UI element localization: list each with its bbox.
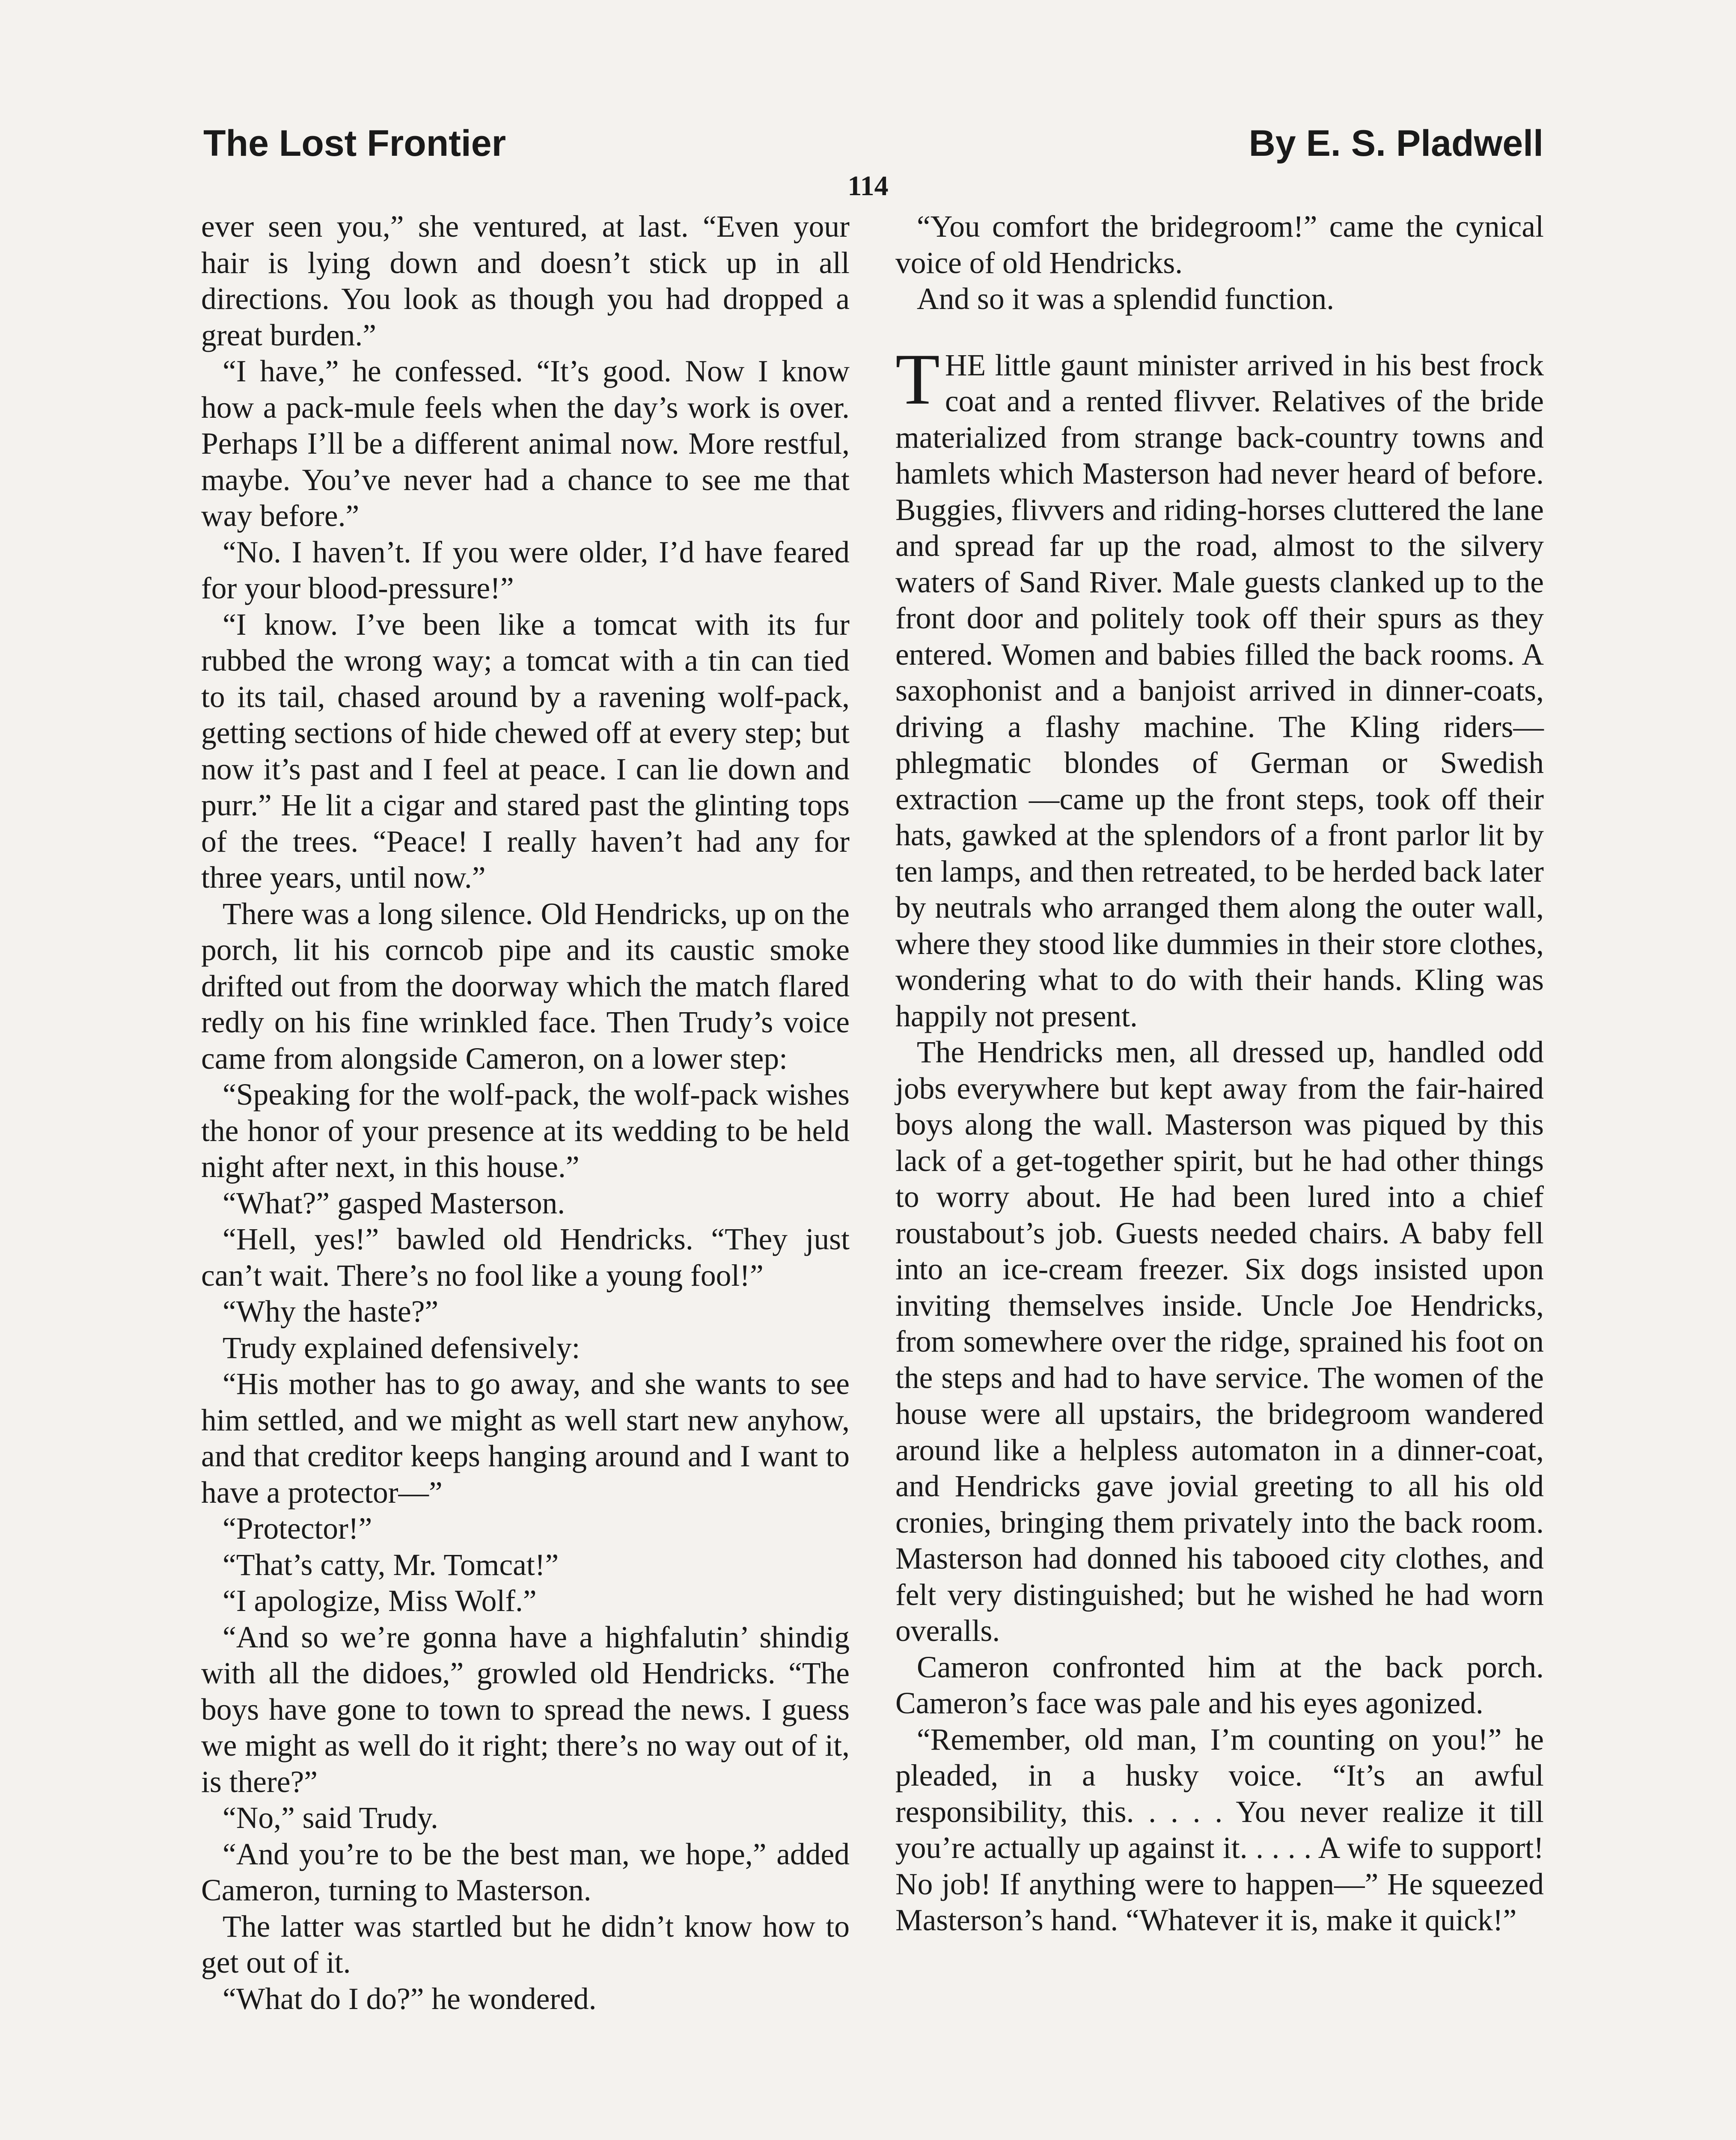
paragraph: The Hendricks men, all dressed up, handled odd jobs everywhere but kept away from the fair-haired boys along the wall. Masterson was piqued by this lack of a get-together spirit, but he had other things to worry about. He had been lured into a chief roustabout’s job. Guests needed chairs. A baby fell into an ice-cream freezer. Six dogs insisted upon inviting themselves inside. Uncle Joe Hendricks, from somewhere over the ridge, sprained his foot on the steps and had to have service. The women of the house were all upstairs, the bridegroom wandered around like a helpless automaton in a dinner-coat, and Hendricks gave jovial greeting to all his old cronies, bringing them privately into the back room. Masterson had donned his tabooed city clothes, and felt very distinguished; but he wished he had worn overalls. (895, 1035, 1544, 1648)
paragraph: “His mother has to go away, and she wants to see him settled, and we might as well start new anyhow, and that creditor keeps hanging around and I want to have a protector—” (201, 1367, 850, 1510)
paragraph: The latter was startled but he didn’t know how to get out of it. (201, 1909, 850, 1980)
left-column (201, 209, 850, 2017)
section-opening-text: HE little gaunt minister arrived in his best frock coat and a rented flivver. Relatives of the bride materialized from strange back-country towns and hamlets which Masterson had never heard of before. Buggies, flivvers and riding-horses cluttered the lane and spread far up the road, almost to the silvery waters of Sand River. Male guests clanked up to the front door and politely took off their spurs as they entered. Women and babies filled the back rooms. A saxophonist and a banjoist arrived in dinner-coats, driving a flashy machine. The Kling riders—phlegmatic blondes of German or Swedish extraction —came up the front steps, took off their hats, gawked at the splendors of a front parlor lit by ten lamps, and then retreated, to be herded back later by neutrals who arranged them along the outer wall, where they stood like dummies in their store clothes, wondering what to do with their hands. Kling was happily not present. (895, 348, 1544, 1033)
section-opening-paragraph (895, 339, 1544, 1035)
paragraph: “I have,” he confessed. “It’s good. Now I know how a pack-mule feels when the day’s work is over. Perhaps I’ll be a different animal now. More restful, maybe. You’ve never had a chance to see me that way before.” (201, 354, 850, 533)
page-number: 114 (847, 170, 889, 202)
paragraph: “I know. I’ve been like a tomcat with its fur rubbed the wrong way; a tomcat with a tin can tied to its tail, chased around by a ravening wolf-pack, getting sections of hide chewed off at every step; but now it’s past and I feel at peace. I can lie down and purr.” He lit a cigar and stared past the glinting tops of the trees. “Peace! I really haven’t had any for three years, until now.” (201, 607, 850, 895)
paragraph: Cameron confronted him at the back porch. Cameron’s face was pale and his eyes agonized. (895, 1650, 1544, 1720)
paragraph: “You comfort the bridegroom!” came the cynical voice of old Hendricks. (895, 210, 1544, 280)
paragraph: “That’s catty, Mr. Tomcat!” (223, 1548, 559, 1582)
paragraph: “Speaking for the wolf-pack, the wolf-pack wishes the honor of your presence at its wedding to be held night after next, in this house.” (201, 1078, 850, 1184)
paragraph: “Remember, old man, I’m counting on you!” he pleaded, in a husky voice. “It’s an awful responsibility, this. . . . . You never realize it till you’re actually up against it. . . . . A wife to support! No job! If anything were to happen—” He squeezed Masterson’s hand. “Whatever it is, make it quick!” (895, 1722, 1544, 1937)
paragraph: There was a long silence. Old Hendricks, up on the porch, lit his corncob pipe and its caustic smoke drifted out from the doorway which the match flared redly on his fine wrinkled face. Then Trudy’s voice came from alongside Cameron, on a lower step: (201, 897, 850, 1076)
paragraph: “Why the haste?” (223, 1295, 439, 1329)
paragraph: “What do I do?” he wondered. (223, 1982, 597, 2016)
running-author: By E. S. Pladwell (1248, 123, 1543, 164)
right-column (895, 209, 1544, 1939)
paragraph: ever seen you,” she ventured, at last. “Even your hair is lying down and doesn’t stick up in all directions. You look as though you had dropped a great burden.” (201, 210, 850, 352)
drop-cap: T (895, 339, 940, 419)
paragraph: “And you’re to be the best man, we hope,” added Cameron, turning to Masterson. (201, 1837, 850, 1907)
paragraph: “No. I haven’t. If you were older, I’d have feared for your blood-pressure!” (201, 535, 850, 605)
paragraph: Trudy explained defensively: (223, 1331, 580, 1365)
paragraph: “Hell, yes!” bawled old Hendricks. “They just can’t wait. There’s no fool like a young fool!” (201, 1222, 850, 1293)
paragraph: “And so we’re gonna have a highfalutin’ shindig with all the didoes,” growled old Hendricks. “The boys have gone to town to spread the news. I guess we might as well do it right; there’s no way out of it, is there?” (201, 1620, 850, 1799)
paragraph: “I apologize, Miss Wolf.” (223, 1584, 537, 1618)
running-title: The Lost Frontier (203, 123, 506, 164)
paragraph: “What?” gasped Masterson. (223, 1186, 565, 1220)
paragraph: “No,” said Trudy. (223, 1801, 438, 1835)
paragraph: “Protector!” (223, 1512, 372, 1546)
paragraph: And so it was a splendid function. (917, 282, 1335, 316)
